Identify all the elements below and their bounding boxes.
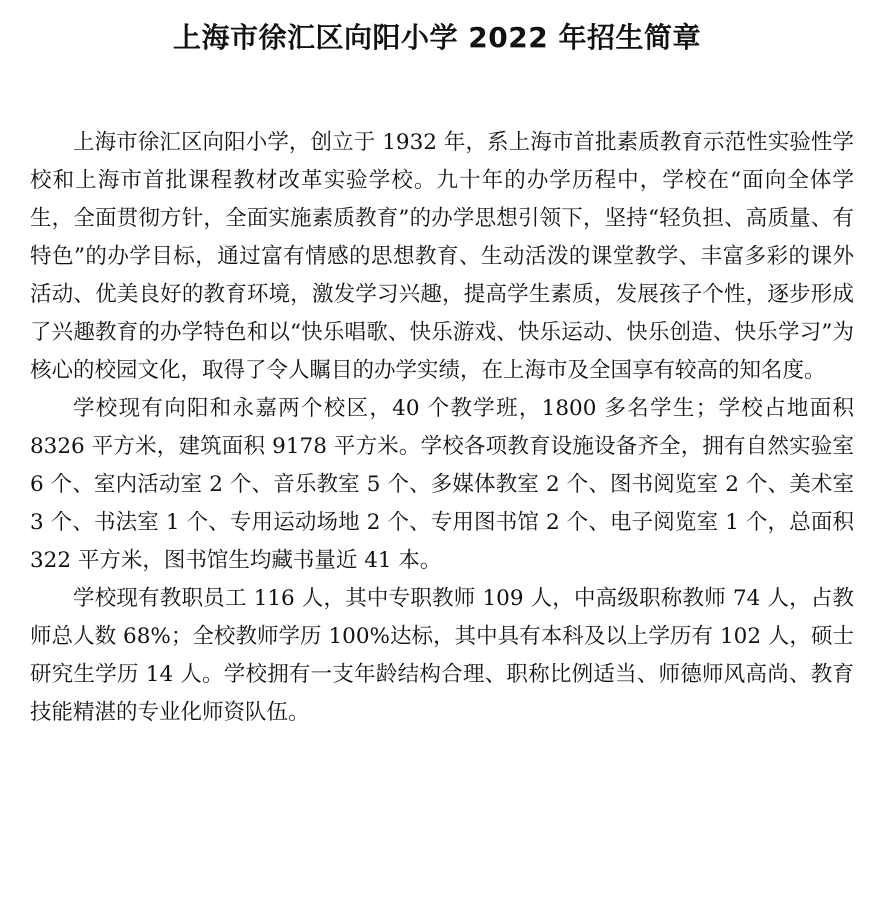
- paragraph-school-history: 上海市徐汇区向阳小学，创立于 1932 年，系上海市首批素质教育示范性实验性学校和上海市首批课程教材改革实验学校。九十年的办学历程中，学校在“面向全体学生，全面贯彻方针，全面实施素质教育”的办学思想引领下，坚持“轻负担、高质量、有特色”的办学目标，通过富有情感的思想教育、生动活泼的课堂教学、丰富多彩的课外活动、优美良好的教育环境，激发学习兴趣，提高学生素质，发展孩子个性，逐步形成了兴趣教育的办学特色和以“快乐唱歌、快乐游戏、快乐运动、快乐创造、快乐学习”为核心的校园文化，取得了令人瞩目的办学实绩，在上海市及全国享有较高的知名度。: [30, 130, 854, 383]
- document-title: 上海市徐汇区向阳小学 2022 年招生简章: [173, 21, 701, 54]
- paragraph-teaching-staff: 学校现有教职员工 116 人，其中专职教师 109 人，中高级职称教师 74 人，占教师总人数 68%；全校教师学历 100%达标，其中具有本科及以上学历有 102 人，硕士研究生学历 14 人。学校拥有一支年龄结构合理、职称比例适当、师德师风高尚、教育技能精湛的专业化师资队伍。: [30, 586, 854, 725]
- paragraph-campus-facilities: 学校现有向阳和永嘉两个校区，40 个教学班，1800 多名学生；学校占地面积 8326 平方米，建筑面积 9178 平方米。学校各项教育设施设备齐全，拥有自然实验室 6 个、室内活动室 2 个、音乐教室 5 个、多媒体教室 2 个、图书阅览室 2 个、美术室 3 个、书法室 1 个、专用运动场地 2 个、专用图书馆 2 个、电子阅览室 1 个，总面积 322 平方米，图书馆生均藏书量近 41 本。: [30, 396, 854, 573]
- document-body: [30, 124, 854, 732]
